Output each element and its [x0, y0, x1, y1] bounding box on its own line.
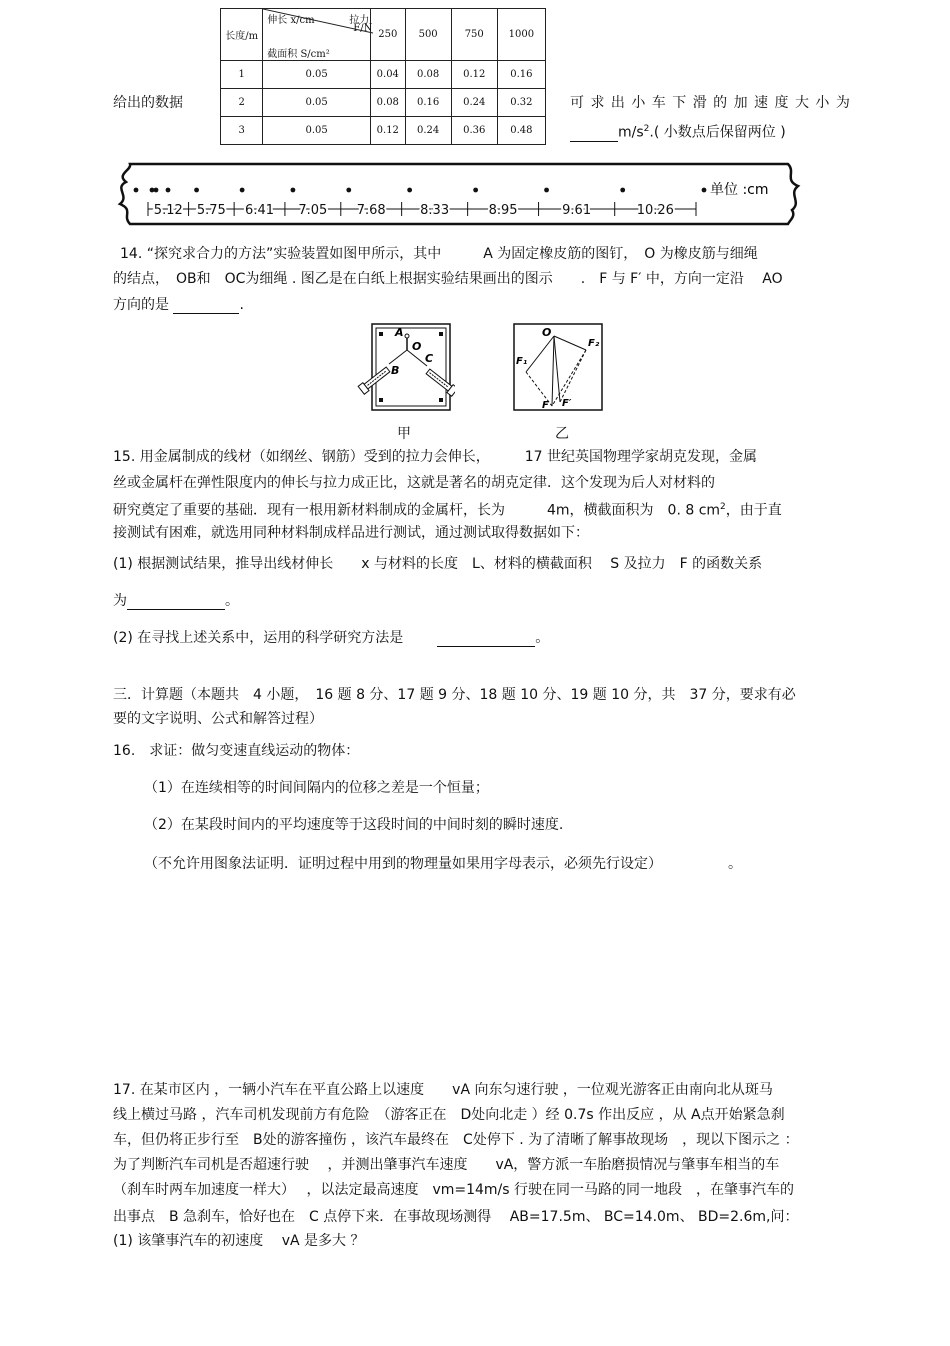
header-force: 拉力 — [349, 15, 370, 26]
q16-note — [144, 855, 742, 873]
tape-dot — [473, 188, 478, 193]
pin — [439, 398, 443, 402]
tape-dot — [544, 188, 549, 193]
parallelogram-side — [560, 350, 586, 402]
section3-line2: 要的文字说明、公式和解答过程） — [113, 711, 323, 727]
q14-line3-end: . — [239, 297, 244, 313]
row-value: 0.12 — [371, 117, 406, 145]
paper-outline — [514, 324, 602, 410]
header-area: 截面积 S/cm² — [267, 49, 330, 60]
row-value: 0.12 — [451, 61, 497, 89]
tape-segments — [148, 202, 696, 218]
label-f: F — [542, 400, 549, 411]
tape-dot — [702, 188, 707, 193]
label-c: C — [425, 352, 434, 365]
force-col-1000: 1000 — [497, 9, 545, 61]
spring-scale-left — [358, 365, 391, 394]
q13-right-line1: 可 求 出 小 车 下 滑 的 加 速 度 大 小 为 — [570, 95, 851, 111]
row-area: 0.05 — [263, 61, 371, 89]
header-length — [221, 9, 263, 61]
q14-answer-blank[interactable] — [173, 299, 239, 314]
label-a: A — [395, 326, 404, 339]
q16-note-end: 。 — [728, 856, 742, 872]
header-diagonal-cell — [263, 9, 371, 61]
row-area: 0.05 — [263, 89, 371, 117]
q13-precision-note: .( 小数点后保留两位 ) — [649, 124, 786, 141]
row-value: 0.04 — [371, 61, 406, 89]
row-value: 0.24 — [451, 89, 497, 117]
board-outline — [372, 324, 450, 410]
q17-line4: 为了判断汽车司机是否超速行驶 ，并测出肇事汽车速度 vA，警方派一车胎磨损情况与肇事车相当的车 — [113, 1157, 780, 1173]
row-length: 3 — [221, 117, 263, 145]
row-value: 0.32 — [497, 89, 545, 117]
q16-note-text: （不允许用图象法证明．证明过程中用到的物理量如果用字母表示，必须先行设定） — [144, 856, 662, 872]
q15-sub2-blank[interactable] — [437, 632, 535, 647]
tape-segment-label: 5.75 — [196, 203, 226, 218]
force-col-750: 750 — [451, 9, 497, 61]
figure-yi-caption: 乙 — [555, 426, 569, 442]
table-row — [221, 61, 546, 89]
label-f2: F₂ — [588, 338, 600, 349]
tape-segment-label: 7.68 — [356, 203, 386, 218]
label-b: B — [391, 364, 400, 377]
pin — [379, 332, 383, 336]
tape-segment-label: 8.33 — [420, 203, 450, 218]
pin — [439, 332, 443, 336]
ticker-tape-diagram — [112, 158, 804, 230]
header-length-label: 长度/m — [225, 31, 259, 42]
row-length: 1 — [221, 61, 263, 89]
q15-line2: 丝或金属杆在弹性限度内的伸长与拉力成正比，这就是著名的胡克定律．这个发现为后人对材料的 — [113, 475, 715, 491]
string-ob — [389, 350, 407, 364]
tape-segment-label: 8.95 — [488, 203, 518, 218]
q13-right-line2 — [570, 120, 786, 142]
tape-dot — [291, 188, 296, 193]
tape-dot — [134, 188, 139, 193]
q13-answer-blank[interactable] — [570, 127, 618, 142]
tape-dot — [240, 188, 245, 193]
tape-dot — [194, 188, 199, 193]
q13-left-text: 给出的数据 — [113, 95, 183, 111]
tape-dot — [407, 188, 412, 193]
q17-sub1: (1) 该肇事汽车的初速度 vA 是多大 ？ — [113, 1233, 365, 1249]
tape-dot — [346, 188, 351, 193]
q17-line1: 17. 在某市区内 ，一辆小汽车在平直公路上以速度 vA 向东匀速行驶 ，一位观光游客正由南向北从斑马 — [113, 1082, 773, 1098]
q15-line3-sup: 2 — [720, 502, 726, 512]
row-value: 0.24 — [405, 117, 451, 145]
tape-segment-label: 6.41 — [245, 203, 275, 218]
q15-line3-text: 研究奠定了重要的基础．现有一根用新材料制成的金属杆，长为 4m，横截面积为 0. 8 cm — [113, 502, 721, 519]
q15-sub1-cont — [113, 592, 239, 610]
q15-line3-end: ，由于直 — [725, 502, 782, 519]
row-value: 0.36 — [451, 117, 497, 145]
q16-item1: （1）在连续相等的时间间隔内的位移之差是一个恒量； — [144, 780, 489, 796]
q15-sub2 — [113, 629, 549, 647]
row-value: 0.16 — [497, 61, 545, 89]
vector-f1 — [526, 336, 554, 372]
row-value: 0.16 — [405, 89, 451, 117]
q14-line3 — [113, 296, 244, 314]
force-col-500: 500 — [405, 9, 451, 61]
q17-line5: （刹车时两车加速度一样大） ，以法定最高速度 vm=14m/s 行驶在同一马路的同一地段 ，在肇事汽车的 — [113, 1182, 795, 1198]
section3-line1: 三．计算题（本题共 4 小题， 16 题 8 分、17 题 9 分、18 题 10 分、19 题 10 分，共 37 分，要求有必 — [113, 687, 796, 703]
pin — [379, 398, 383, 402]
vector-f — [552, 336, 554, 406]
header-elongation: 伸长 x/cm — [267, 15, 315, 26]
figure-jia-caption: 甲 — [397, 426, 411, 442]
tape-segment-label: 10.26 — [636, 203, 674, 218]
q14-line1: 14. “探究求合力的方法”实验装置如图甲所示，其中 A 为固定橡皮筋的图钉， O 为橡皮筋与细绳 — [120, 246, 758, 262]
q15-sub1-end: 。 — [225, 593, 239, 609]
q15-sub2-text: (2) 在寻找上述关系中，运用的科学研究方法是 — [113, 630, 404, 646]
row-length: 2 — [221, 89, 263, 117]
tape-segment-label: 9.61 — [562, 203, 592, 218]
q17-line2: 线上横过马路 ，汽车司机发现前方有危险 （游客正在 D处向北走 ）经 0.7s 作出反应 ，从 A点开始紧急刹 — [113, 1107, 785, 1123]
row-area: 0.05 — [263, 117, 371, 145]
force-col-250: 250 — [371, 9, 406, 61]
q13-unit: m/s — [618, 124, 644, 141]
hooke-data-table — [220, 8, 546, 145]
q15-sub1-cont-text: 为 — [113, 593, 127, 609]
tape-unit-label: 单位 :cm — [710, 182, 769, 198]
q15-line4: 接测试有困难，就选用同种材料制成样品进行测试，通过测试取得数据如下： — [113, 525, 589, 541]
q17-line3: 车，但仍将正步行至 B处的游客撞伤 ，该汽车最终在 C处停下 . 为了清晰了解事故现场 ，现以下图示之 ： — [113, 1132, 799, 1148]
tape-dot — [166, 188, 171, 193]
table-row — [221, 117, 546, 145]
label-f-prime: F′ — [562, 398, 572, 409]
vector-f2 — [554, 336, 586, 350]
q15-sub2-end: 。 — [535, 630, 550, 646]
tape-segment-label: 7.05 — [298, 203, 328, 218]
vector-f-prime — [554, 336, 560, 402]
label-o: O — [412, 340, 422, 353]
header-force-unit: F/N — [353, 23, 373, 34]
tape-dot — [154, 188, 159, 193]
tape-dots — [134, 188, 707, 193]
q14-line2: 的结点， OB和 OC为细绳 . 图乙是在白纸上根据实验结果画出的图示 . F 与 F′ 中，方向一定沿 AO — [113, 271, 783, 287]
tape-segment-label: 5.12 — [153, 203, 183, 218]
q13-unit-sup: 2 — [643, 124, 650, 134]
q15-line1: 15. 用金属制成的线材（如纲丝、钢筋）受到的拉力会伸长， 17 世纪英国物理学家胡克发现，金属 — [113, 449, 757, 465]
q16-stem: 16. 求证：做匀变速直线运动的物体： — [113, 743, 360, 759]
q16-item2: （2）在某段时间内的平均速度等于这段时间的中间时刻的瞬时速度. — [144, 817, 564, 833]
label-f1: F₁ — [516, 356, 528, 367]
row-value: 0.48 — [497, 117, 545, 145]
q14-line3-text: 方向的是 — [113, 297, 169, 313]
q17-line6: 出事点 B 急刹车，恰好也在 C 点停下来．在事故现场测得 AB=17.5m、 BC=14.0m、 BD=2.6m,问： — [113, 1209, 799, 1225]
figure-jia — [355, 322, 455, 414]
table-row — [221, 89, 546, 117]
label-o: O — [542, 326, 552, 339]
row-value: 0.08 — [405, 61, 451, 89]
q15-sub1-blank[interactable] — [127, 595, 225, 610]
row-value: 0.08 — [371, 89, 406, 117]
q15-line3 — [113, 498, 782, 520]
q15-sub1: (1) 根据测试结果，推导出线材伸长 x 与材料的长度 L、材料的横截面积 S 及拉力 F 的函数关系 — [113, 556, 763, 572]
figure-yi — [512, 322, 606, 414]
tape-dot — [620, 188, 625, 193]
thumbtack-a — [405, 334, 409, 338]
